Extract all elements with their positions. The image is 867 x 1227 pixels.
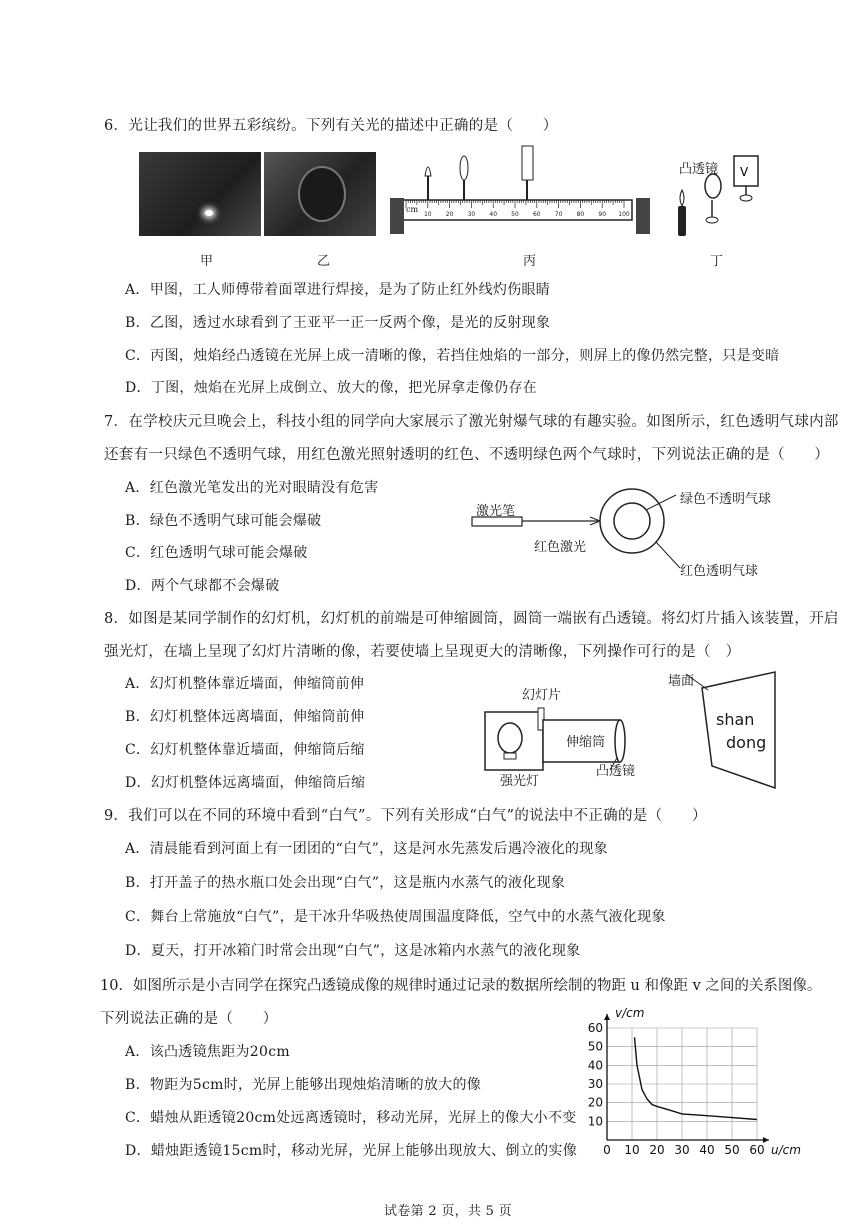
ruler-unit: cm — [406, 205, 419, 214]
svg-text:V: V — [740, 165, 749, 179]
q7-option-d: D．两个气球都不会爆破 — [125, 578, 280, 594]
red-laser-label: 红色激光 — [534, 540, 587, 555]
laser-pen-label: 激光笔 — [476, 504, 516, 519]
q6-option-d: D．丁图，烛焰在光屏上成倒立、放大的像，把光屏拿走像仍存在 — [125, 380, 537, 396]
q9-option-c: C．舞台上常施放“白气”，是干冰升华吸热使周围温度降低，空气中的水蒸气液化现象 — [125, 909, 666, 925]
x-tick-label: 30 — [674, 1143, 690, 1157]
y-tick-label: 40 — [587, 1058, 603, 1073]
x-tick-label: 20 — [649, 1143, 665, 1157]
q9-option-a: A．清晨能看到河面上有一团团的“白气”，这是河水先蒸发后遇冷液化的现象 — [125, 841, 608, 857]
slide-label: 幻灯片 — [522, 688, 562, 703]
page-footer: 试卷第 2 页，共 5 页 — [384, 1204, 512, 1219]
dong-text: dong — [726, 733, 767, 752]
q10-option-a: A．该凸透镜焦距为20cm — [125, 1044, 290, 1060]
q9-stem: 9．我们可以在不同的环境中看到“白气”。下列有关形成“白气”的说法中不正确的是（ ） — [104, 808, 707, 824]
ruler-tick-label: 30 — [467, 211, 476, 218]
y-tick-label: 30 — [587, 1077, 603, 1091]
ruler-tick-label: 40 — [489, 211, 498, 218]
ruler-tick-label: 20 — [445, 211, 454, 218]
shan-text: shan — [716, 710, 755, 729]
ruler-tick-label: 70 — [554, 211, 563, 218]
lens-label-q8: 凸透镜 — [596, 764, 636, 779]
x-axis-label: u/cm — [771, 1143, 801, 1157]
ruler-tick-label: 60 — [532, 211, 541, 218]
caption-ding: 丁 — [710, 254, 724, 269]
caption-bing: 丙 — [523, 254, 537, 269]
welding-photo — [139, 152, 261, 236]
q7-option-b: B．绿色不透明气球可能会爆破 — [125, 513, 322, 529]
u-v-chart — [585, 1005, 801, 1165]
q10-option-d: D．蜡烛距透镜15cm时，移动光屏，光屏上能够出现放大、倒立的实像 — [125, 1143, 578, 1159]
optical-bench-figure — [384, 140, 654, 240]
q9-option-b: B．打开盖子的热水瓶口处会出现“白气”，这是瓶内水蒸气的液化现象 — [125, 875, 566, 891]
wall-label: 墙面 — [668, 674, 695, 689]
x-tick-label: 0 — [603, 1143, 611, 1157]
red-balloon-label: 红色透明气球 — [680, 564, 759, 579]
y-axis-label: v/cm — [615, 1006, 645, 1020]
lamp-label: 强光灯 — [500, 774, 540, 789]
ruler-tick-label: 90 — [598, 211, 607, 218]
q7-stem-line1: 7．在学校庆元旦晚会上，科技小组的同学向大家展示了激光射爆气球的有趣实验。如图所示，红色透明气球内部 — [104, 414, 839, 430]
q8-option-c: C．幻灯机整体靠近墙面，伸缩筒后缩 — [125, 742, 365, 758]
ruler-tick-label: 10 — [423, 211, 432, 218]
q6-option-a: A．甲图，工人师傅带着面罩进行焊接，是为了防止红外线灼伤眼睛 — [125, 282, 551, 298]
q8-stem-line1: 8．如图是某同学制作的幻灯机，幻灯机的前端是可伸缩圆筒，圆筒一端嵌有凸透镜。将幻灯片插入该装置，开启 — [104, 611, 839, 627]
q6-stem: 6．光让我们的世界五彩缤纷。下列有关光的描述中正确的是（ ） — [104, 118, 558, 134]
q8-stem-line2: 强光灯，在墙上呈现了幻灯片清晰的像，若要使墙上呈现更大的清晰像，下列操作可行的是（ ） — [104, 644, 741, 660]
caption-yi: 乙 — [317, 254, 331, 269]
ruler-tick-label: 50 — [511, 211, 519, 218]
y-tick-label: 10 — [587, 1114, 603, 1129]
u-v-curve — [635, 1037, 758, 1119]
q10-stem-line1: 10．如图所示是小吉同学在探究凸透镜成像的规律时通过记录的数据所绘制的物距 u 和像距 v 之间的关系图像。 — [100, 978, 822, 994]
q8-option-a: A．幻灯机整体靠近墙面，伸缩筒前伸 — [125, 676, 365, 692]
tube-label: 伸缩筒 — [566, 735, 606, 750]
q10-option-b: B．物距为5cm时，光屏上能够出现烛焰清晰的放大的像 — [125, 1077, 482, 1093]
ruler-tick-label: 80 — [576, 211, 585, 218]
x-tick-label: 10 — [624, 1143, 640, 1157]
q7-option-c: C．红色透明气球可能会爆破 — [125, 545, 308, 561]
q7-option-a: A．红色激光笔发出的光对眼睛没有危害 — [125, 480, 379, 496]
q8-option-b: B．幻灯机整体远离墙面，伸缩筒前伸 — [125, 709, 365, 725]
ruler-tick-label: 100 — [618, 211, 630, 218]
y-tick-label: 50 — [587, 1039, 603, 1054]
caption-jia: 甲 — [200, 254, 214, 269]
y-tick-label: 60 — [587, 1021, 603, 1035]
q10-option-c: C．蜡烛从距透镜20cm处远离透镜时，移动光屏，光屏上的像大小不变 — [125, 1110, 577, 1126]
q8-option-d: D．幻灯机整体远离墙面，伸缩筒后缩 — [125, 775, 366, 791]
q7-stem-line2: 还套有一只绿色不透明气球，用红色激光照射透明的红色、不透明绿色两个气球时，下列说法正确的是（ ） — [104, 447, 830, 463]
y-tick-label: 20 — [587, 1095, 603, 1110]
q10-stem-line2: 下列说法正确的是（ ） — [100, 1011, 278, 1027]
convex-lens-label: 凸透镜 — [679, 162, 719, 177]
x-tick-label: 50 — [724, 1143, 740, 1157]
x-tick-label: 40 — [699, 1143, 715, 1157]
q9-option-d: D．夏天，打开冰箱门时常会出现“白气”，这是冰箱内水蒸气的液化现象 — [125, 943, 581, 959]
q6-option-c: C．丙图，烛焰经凸透镜在光屏上成一清晰的像，若挡住烛焰的一部分，则屏上的像仍然完整，只是变暗 — [125, 348, 780, 364]
y-axis-arrow — [604, 1014, 610, 1020]
q6-option-b: B．乙图，透过水球看到了王亚平一正一反两个像，是光的反射现象 — [125, 315, 551, 331]
green-balloon-label: 绿色不透明气球 — [680, 492, 772, 507]
x-tick-label: 60 — [749, 1143, 765, 1157]
water-ball-photo — [264, 152, 376, 236]
